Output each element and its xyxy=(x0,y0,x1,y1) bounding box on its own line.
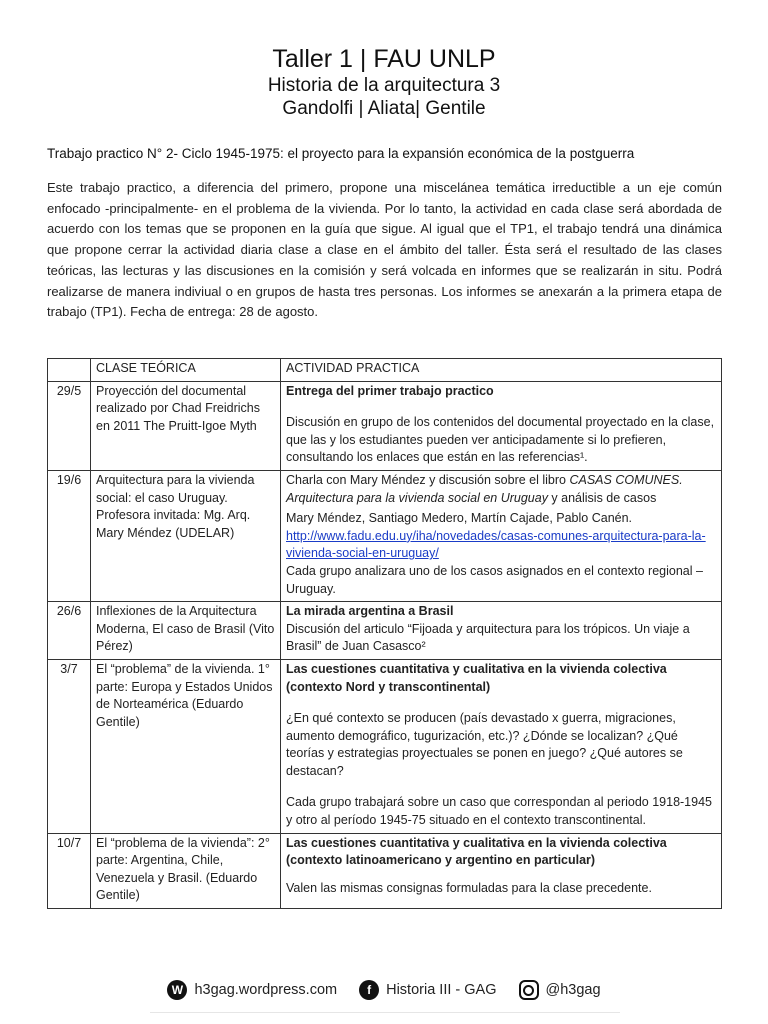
activity-title: Las cuestiones cuantitativa y cualitativa en la vivienda colectiva (contexto latinoamericano y argentino en particular) xyxy=(286,835,667,868)
table-row xyxy=(48,659,722,833)
row-date: 19/6 xyxy=(48,470,91,601)
row-clase: El “problema” de la vivienda. 1° parte: Europa y Estados Unidos de Norteamérica (Eduardo Gentile) xyxy=(91,659,281,833)
page-title: Taller 1 | FAU UNLP xyxy=(272,45,496,73)
footer-instagram[interactable] xyxy=(519,980,601,1000)
activity-text: Discusión del articulo “Fijoada y arquitectura para los trópicos. Un viaje a Brasil” de Juan Casasco² xyxy=(286,621,690,654)
row-clase: Inflexiones de la Arquitectura Moderna, El caso de Brasil (Vito Pérez) xyxy=(91,602,281,660)
facebook-link[interactable]: Historia III - GAG xyxy=(386,982,497,998)
footer xyxy=(0,980,768,1000)
header-actividad: ACTIVIDAD PRACTICA xyxy=(281,359,722,382)
activity-title: Las cuestiones cuantitativa y cualitativa en la vivienda colectiva (contexto Nord y transcontinental) xyxy=(286,661,667,694)
activity-text: ¿En qué contexto se producen (país devastado x guerra, migraciones, aumento demográfico, tugurización, etc.)? ¿Dónde se localizan? ¿Qué teorías y estrategias proyectuales se ponen en juego? ¿Qué autores se destacan? xyxy=(286,711,683,778)
activity-text: Discusión en grupo de los contenidos del documental proyectado en la clase, que las y los estudiantes pueden ver anticipadamente si lo prefieren, consultando los enlaces que están en las referencias¹. xyxy=(286,415,715,465)
wordpress-link[interactable]: h3gag.wordpress.com xyxy=(194,982,338,998)
row-date: 3/7 xyxy=(48,659,91,833)
header-clase: CLASE TEÓRICA xyxy=(91,359,281,382)
header-date xyxy=(48,359,91,382)
row-actividad xyxy=(281,833,722,908)
row-actividad xyxy=(281,659,722,833)
activity-text: Cada grupo trabajará sobre un caso que correspondan al periodo 1918-1945 y otro al período 1945-75 situado en el contexto transcontinental. xyxy=(286,795,712,828)
instagram-icon xyxy=(519,980,539,1000)
document-header xyxy=(0,0,768,120)
wordpress-icon: W xyxy=(167,980,187,1000)
row-clase: Arquitectura para la vivienda social: el caso Uruguay. Profesora invitada: Mg. Arq. Mary Méndez (UDELAR) xyxy=(91,470,281,601)
facebook-icon: f xyxy=(359,980,379,1000)
fadu-link[interactable]: http://www.fadu.edu.uy/iha/novedades/casas-comunes-arquitectura-para-la-vivienda-social-en-uruguay/ xyxy=(286,528,706,561)
row-date: 10/7 xyxy=(48,833,91,908)
intro-paragraph: Este trabajo practico, a diferencia del primero, propone una miscelánea temática irreductible a un eje común enfocado -principalmente- en el problema de la vivienda. Por lo tanto, la actividad en cada clase será abordada de acuerdo con los temas que se proponen en la guía que sigue. Al igual que el TP1, el trabajo tendrá una dinámica que propone cerrar la actividad diaria clase a clase en el ámbito del taller. Ésta será el resultado de las clases teóricas, las lecturas y las discusiones en la comisión y será volcada en informes que se realizarán in situ. Podrá realizarse de manera indiviual o en grupos de hasta tres personas. Los informes se anexarán a la primera etapa de trabajo (TP1). Fecha de entrega: 28 de agosto. xyxy=(47,180,722,320)
footer-facebook[interactable] xyxy=(359,980,496,1000)
table-header-row xyxy=(48,359,722,382)
table-row xyxy=(48,381,722,470)
book-title: CASAS COMUNES. Arquitectura para la vivienda social en Uruguay xyxy=(286,472,683,505)
row-actividad xyxy=(281,602,722,660)
activity-title: Entrega del primer trabajo practico xyxy=(286,383,494,398)
row-date: 26/6 xyxy=(48,602,91,660)
footer-wordpress[interactable] xyxy=(167,980,337,1000)
schedule-table xyxy=(47,358,722,909)
footer-divider xyxy=(150,1012,620,1013)
authors-line: Gandolfi | Aliata| Gentile xyxy=(282,98,486,119)
activity-text: Cada grupo analizara uno de los casos asignados en el contexto regional – Uruguay. xyxy=(286,563,703,596)
table-row xyxy=(48,470,722,601)
instagram-link[interactable]: @h3gag xyxy=(545,982,601,998)
activity-text: Valen las mismas consignas formuladas para la clase precedente. xyxy=(286,880,652,895)
row-actividad xyxy=(281,381,722,470)
table-row xyxy=(48,833,722,908)
row-actividad xyxy=(281,470,722,601)
row-clase: El “problema de la vivienda”: 2° parte: Argentina, Chile, Venezuela y Brasil. (Eduardo Gentile) xyxy=(91,833,281,908)
table-row xyxy=(48,602,722,660)
row-clase: Proyección del documental realizado por Chad Freidrichs en 2011 The Pruitt-Igoe Myth xyxy=(91,381,281,470)
activity-text: Charla con Mary Méndez y discusión sobre el libro CASAS COMUNES. Arquitectura para la vivienda social en Uruguay y análisis de casos xyxy=(286,472,683,505)
activity-authors: Mary Méndez, Santiago Medero, Martín Cajade, Pablo Canén. xyxy=(286,511,633,526)
activity-title: La mirada argentina a Brasil xyxy=(286,604,454,619)
row-date: 29/5 xyxy=(48,381,91,470)
tp-title: Trabajo practico N° 2- Ciclo 1945-1975: el proyecto para la expansión económica de la postguerra xyxy=(47,146,635,161)
course-subtitle: Historia de la arquitectura 3 xyxy=(267,75,501,96)
